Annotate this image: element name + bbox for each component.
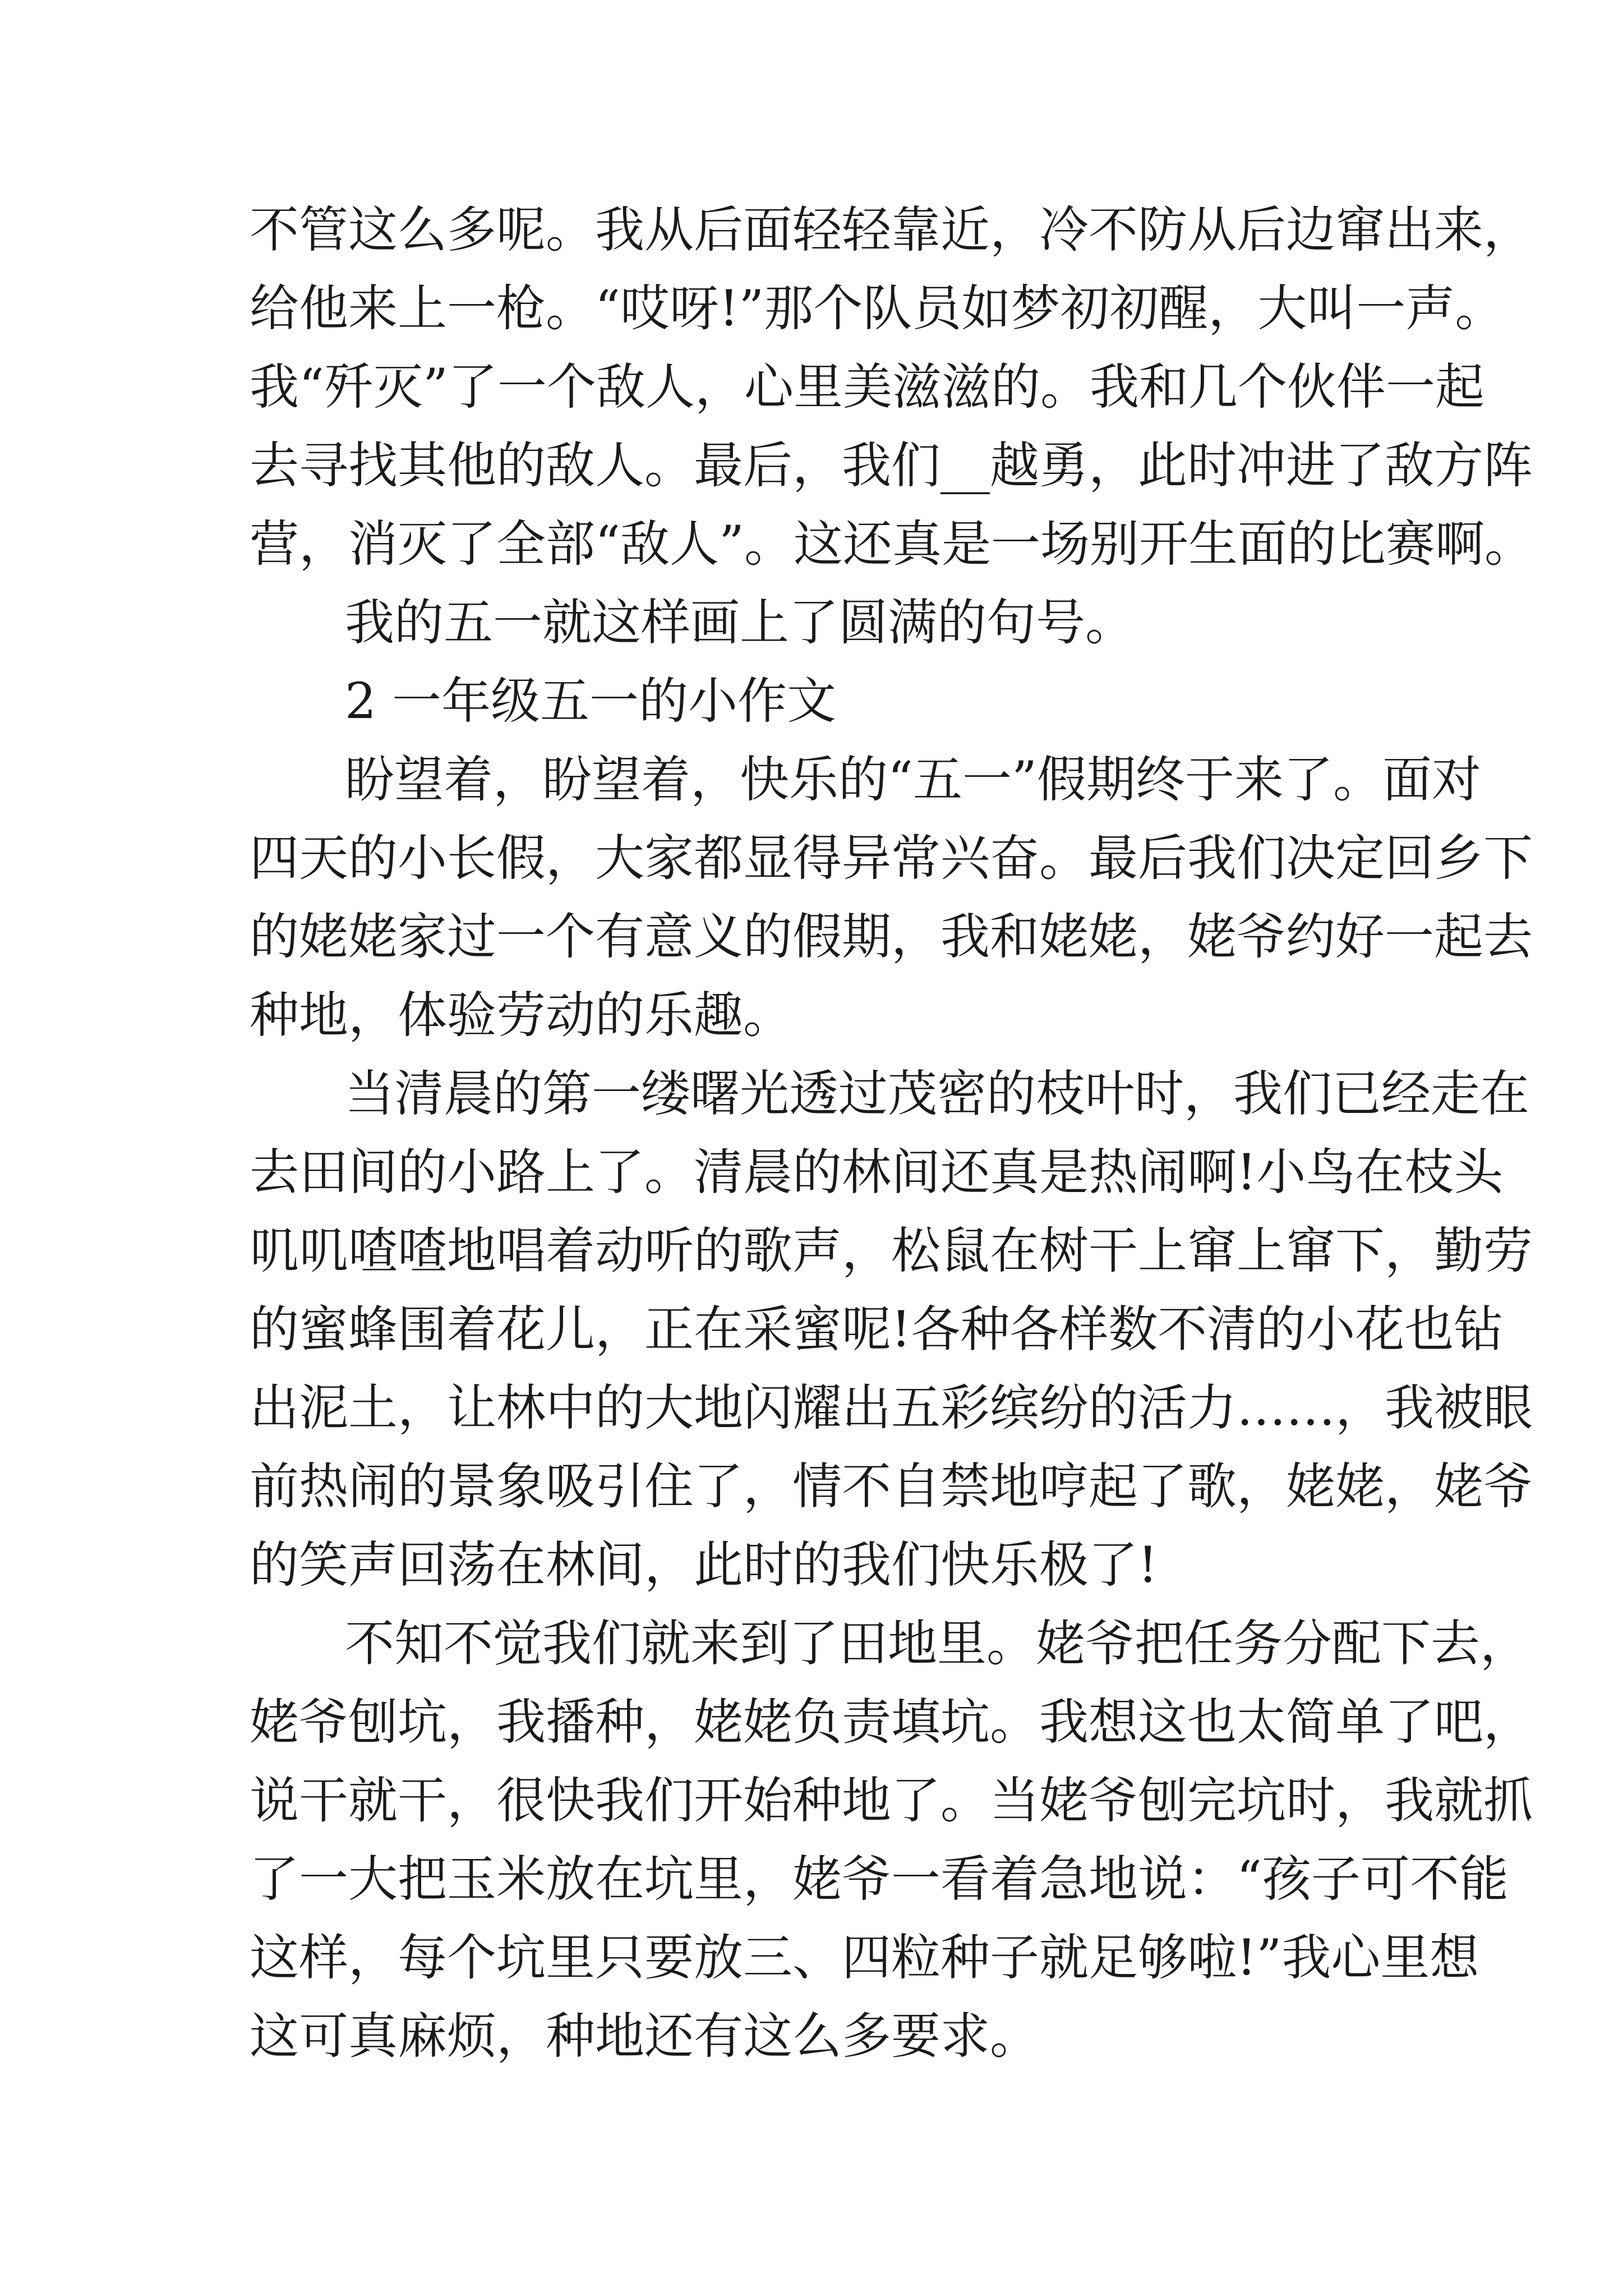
text-line: 不知不觉我们就来到了田地里。姥爷把任务分配下去， — [345, 1614, 1530, 1672]
text-line: 不管这么多呢。我从后面轻轻靠近，冷不防从后边窜出来， — [250, 201, 1533, 259]
text-line: 叽叽喳喳地唱着动听的歌声，松鼠在树干上窜上窜下，勤劳 — [250, 1222, 1533, 1280]
text-line: 出泥土，让林中的大地闪耀出五彩缤纷的活力……，我被眼 — [250, 1379, 1533, 1437]
text-line: 我的五一就这样画上了圆满的句号。 — [345, 593, 1135, 651]
paragraph-field — [250, 1604, 1533, 2076]
heading-text: 2 一年级五一的小作文 — [345, 672, 836, 730]
text-line: 这可真麻烦，种地还有这么多要求。 — [250, 2007, 1040, 2065]
text-line: 这样，每个坑里只要放三、四粒种子就足够啦!”我心里想 — [250, 1929, 1479, 1986]
text-line: 去寻找其他的敌人。最后，我们__越勇，此时冲进了敌方阵 — [250, 436, 1533, 494]
text-line: 当清晨的第一缕曙光透过茂密的枝叶时，我们已经走在 — [345, 1065, 1530, 1122]
text-line: 说干就干，很快我们开始种地了。当姥爷刨完坑时，我就抓 — [250, 1772, 1533, 1829]
text-line: 的姥姥家过一个有意义的假期，我和姥姥，姥爷约好一起去 — [250, 908, 1533, 965]
text-line: 我“歼灭”了一个敌人，心里美滋滋的。我和几个伙伴一起 — [250, 358, 1484, 416]
paragraph-intro — [250, 740, 1533, 1055]
paragraph-morning — [250, 1055, 1533, 1604]
paragraph-ending — [250, 583, 1394, 662]
document-body — [250, 191, 1534, 2076]
text-line: 了一大把玉米放在坑里，姥爷一看着急地说：“孩子可不能 — [250, 1850, 1509, 1908]
text-line: 营，消灭了全部“敌人”。这还真是一场别开生面的比赛啊。 — [250, 515, 1534, 573]
text-line: 的蜜蜂围着花儿，正在采蜜呢!各种各样数不清的小花也钻 — [250, 1300, 1504, 1358]
text-line: 前热闹的景象吸引住了，情不自禁地哼起了歌，姥姥，姥爷 — [250, 1457, 1533, 1515]
text-line: 四天的小长假，大家都显得异常兴奋。最后我们决定回乡下 — [250, 829, 1533, 887]
text-line: 去田间的小路上了。清晨的林间还真是热闹啊!小鸟在枝头 — [250, 1143, 1504, 1201]
paragraph-continued — [250, 191, 1534, 583]
text-line: 给他来上一枪。“哎呀!”那个队员如梦初初醒，大叫一声。 — [250, 279, 1505, 337]
text-line: 盼望着，盼望着，快乐的“五一”假期终于来了。面对 — [345, 751, 1481, 808]
text-line: 种地，体验劳动的乐趣。 — [250, 986, 793, 1044]
section-heading — [250, 662, 1394, 740]
text-line: 的笑声回荡在林间，此时的我们快乐极了! — [250, 1536, 1158, 1594]
text-line: 姥爷刨坑，我播种，姥姥负责填坑。我想这也太简单了吧， — [250, 1693, 1533, 1751]
